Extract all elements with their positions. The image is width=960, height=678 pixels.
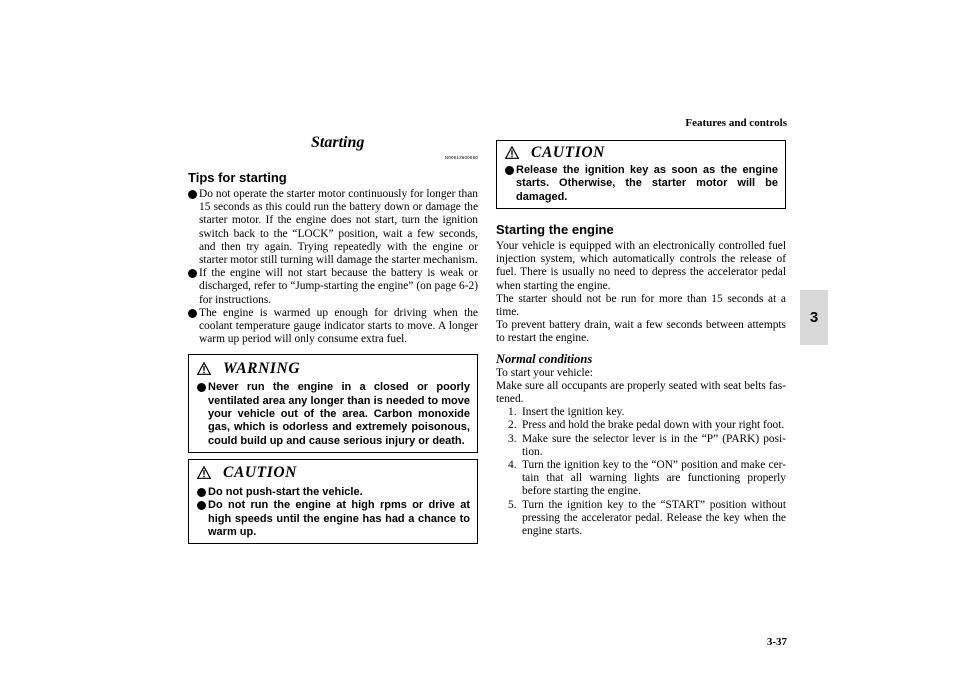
caution-box-header bbox=[197, 460, 470, 486]
caution-bullet bbox=[197, 499, 470, 539]
caution-list-left bbox=[197, 486, 470, 539]
normal-conditions-heading: Normal conditions bbox=[496, 351, 593, 366]
bullet-icon bbox=[188, 309, 197, 318]
tips-heading: Tips for starting bbox=[188, 170, 287, 185]
caution-bullet bbox=[197, 486, 470, 499]
bullet-icon bbox=[188, 269, 197, 278]
bullet-icon bbox=[188, 190, 197, 199]
caution-bullet-text: Do not push-start the vehicle. bbox=[208, 485, 363, 498]
step-number: 5. bbox=[508, 498, 517, 511]
bullet-icon bbox=[505, 166, 514, 175]
starting-engine-paragraph: To prevent battery drain, wait a few seconds between attempts to restart the engine. bbox=[496, 319, 786, 345]
tips-bullet-text: The engine is warmed up enough for driving when the coolant temperature gauge indicator starts to move. A longer warm up period will only consume extra fuel. bbox=[199, 306, 478, 346]
starting-engine-paragraph: Your vehicle is equipped with an electronically controlled fuel injection system, which automatically controls the release of fuel. There is usually no need to depress the accelerator pedal when starting the engine. bbox=[496, 239, 786, 292]
warning-bullet-text: Never run the engine in a closed or poorly ventilated area any longer than is needed to move your vehicle out of the area. Carbon monoxide gas, which is odorless and extremely poisonous, could build up and cause serious injury or death. bbox=[208, 381, 470, 447]
tips-bullet-text: If the engine will not start because the battery is weak or discharged, refer to “Jump-starting the engine” (on page 6-2) for instructions. bbox=[199, 267, 478, 306]
left-column bbox=[188, 136, 478, 544]
section-ref-code: N00512600590 bbox=[444, 155, 478, 160]
step-number: 2. bbox=[508, 419, 517, 432]
caution-box-title: CAUTION bbox=[223, 464, 297, 482]
step-item bbox=[496, 433, 786, 459]
warning-box-title: WARNING bbox=[223, 359, 301, 377]
bullet-icon bbox=[197, 488, 206, 497]
start-steps-list bbox=[496, 406, 786, 538]
warning-triangle-icon bbox=[505, 146, 519, 159]
tips-bullet bbox=[188, 307, 478, 347]
tips-bullet-text: Do not operate the starter motor continuously for longer than 15 seconds as this could run the battery down or damage the starter motor. If the engine does not start, turn the ignition switch back to the “LOCK” position, wait a few seconds, and then try again. Trying repeatedly with the engine or starter motor still turning will damage the starter mechanism. bbox=[199, 188, 478, 267]
tips-bullet bbox=[188, 267, 478, 307]
caution-box-right bbox=[496, 140, 786, 209]
chapter-number: 3 bbox=[809, 309, 819, 326]
step-number: 1. bbox=[508, 406, 517, 419]
running-header: Features and controls bbox=[685, 117, 787, 129]
step-number: 4. bbox=[508, 458, 517, 471]
caution-bullet bbox=[505, 164, 778, 204]
caution-box-title: CAUTION bbox=[531, 143, 605, 161]
starting-engine-heading: Starting the engine bbox=[496, 221, 614, 237]
right-column bbox=[496, 140, 786, 538]
step-item bbox=[496, 459, 786, 499]
caution-list-right bbox=[505, 164, 778, 204]
starting-engine-paragraph: The starter should not be run for more than 15 seconds at a time. bbox=[496, 292, 786, 318]
step-text: Press and hold the brake pedal down with your right foot. bbox=[522, 419, 785, 432]
caution-box-header bbox=[505, 141, 778, 164]
warning-box-header bbox=[197, 355, 470, 381]
bullet-icon bbox=[197, 383, 206, 392]
tips-bullet bbox=[188, 188, 478, 267]
step-text: Insert the ignition key. bbox=[522, 406, 625, 419]
warning-list bbox=[197, 381, 470, 447]
step-item bbox=[496, 419, 786, 432]
step-number: 3. bbox=[508, 432, 517, 445]
caution-bullet-text: Release the ignition key as soon as the engine starts. Otherwise, the starter motor will be damaged. bbox=[516, 164, 778, 203]
spacer bbox=[496, 209, 786, 222]
step-text: Turn the ignition key to the “START” position without pressing the accelerator pedal. Release the key when the engine starts. bbox=[522, 498, 786, 537]
warning-bullet bbox=[197, 381, 470, 447]
section-title: Starting bbox=[311, 134, 365, 151]
warning-box bbox=[188, 354, 478, 452]
page-number: 3-37 bbox=[766, 636, 787, 648]
tips-list bbox=[188, 188, 478, 346]
bullet-icon bbox=[197, 501, 206, 510]
warning-triangle-icon bbox=[197, 466, 211, 479]
step-item bbox=[496, 406, 786, 419]
section-title-row bbox=[188, 134, 478, 160]
chapter-tab bbox=[800, 290, 828, 345]
caution-bullet-text: Do not run the engine at high rpms or drive at high speeds until the engine has had a chance to warm up. bbox=[208, 499, 470, 538]
caution-box-left bbox=[188, 459, 478, 544]
normal-conditions-intro: Make sure all occupants are properly seated with seat belts fas-tened. bbox=[496, 379, 786, 405]
step-item bbox=[496, 499, 786, 539]
normal-conditions-intro: To start your vehicle: bbox=[496, 366, 593, 379]
warning-triangle-icon bbox=[197, 362, 211, 375]
step-text: Make sure the selector lever is in the “P” (PARK) posi-tion. bbox=[522, 432, 786, 458]
step-text: Turn the ignition key to the “ON” position and make cer-tain that all warning lights are functioning properly before starting the engine. bbox=[522, 458, 786, 498]
